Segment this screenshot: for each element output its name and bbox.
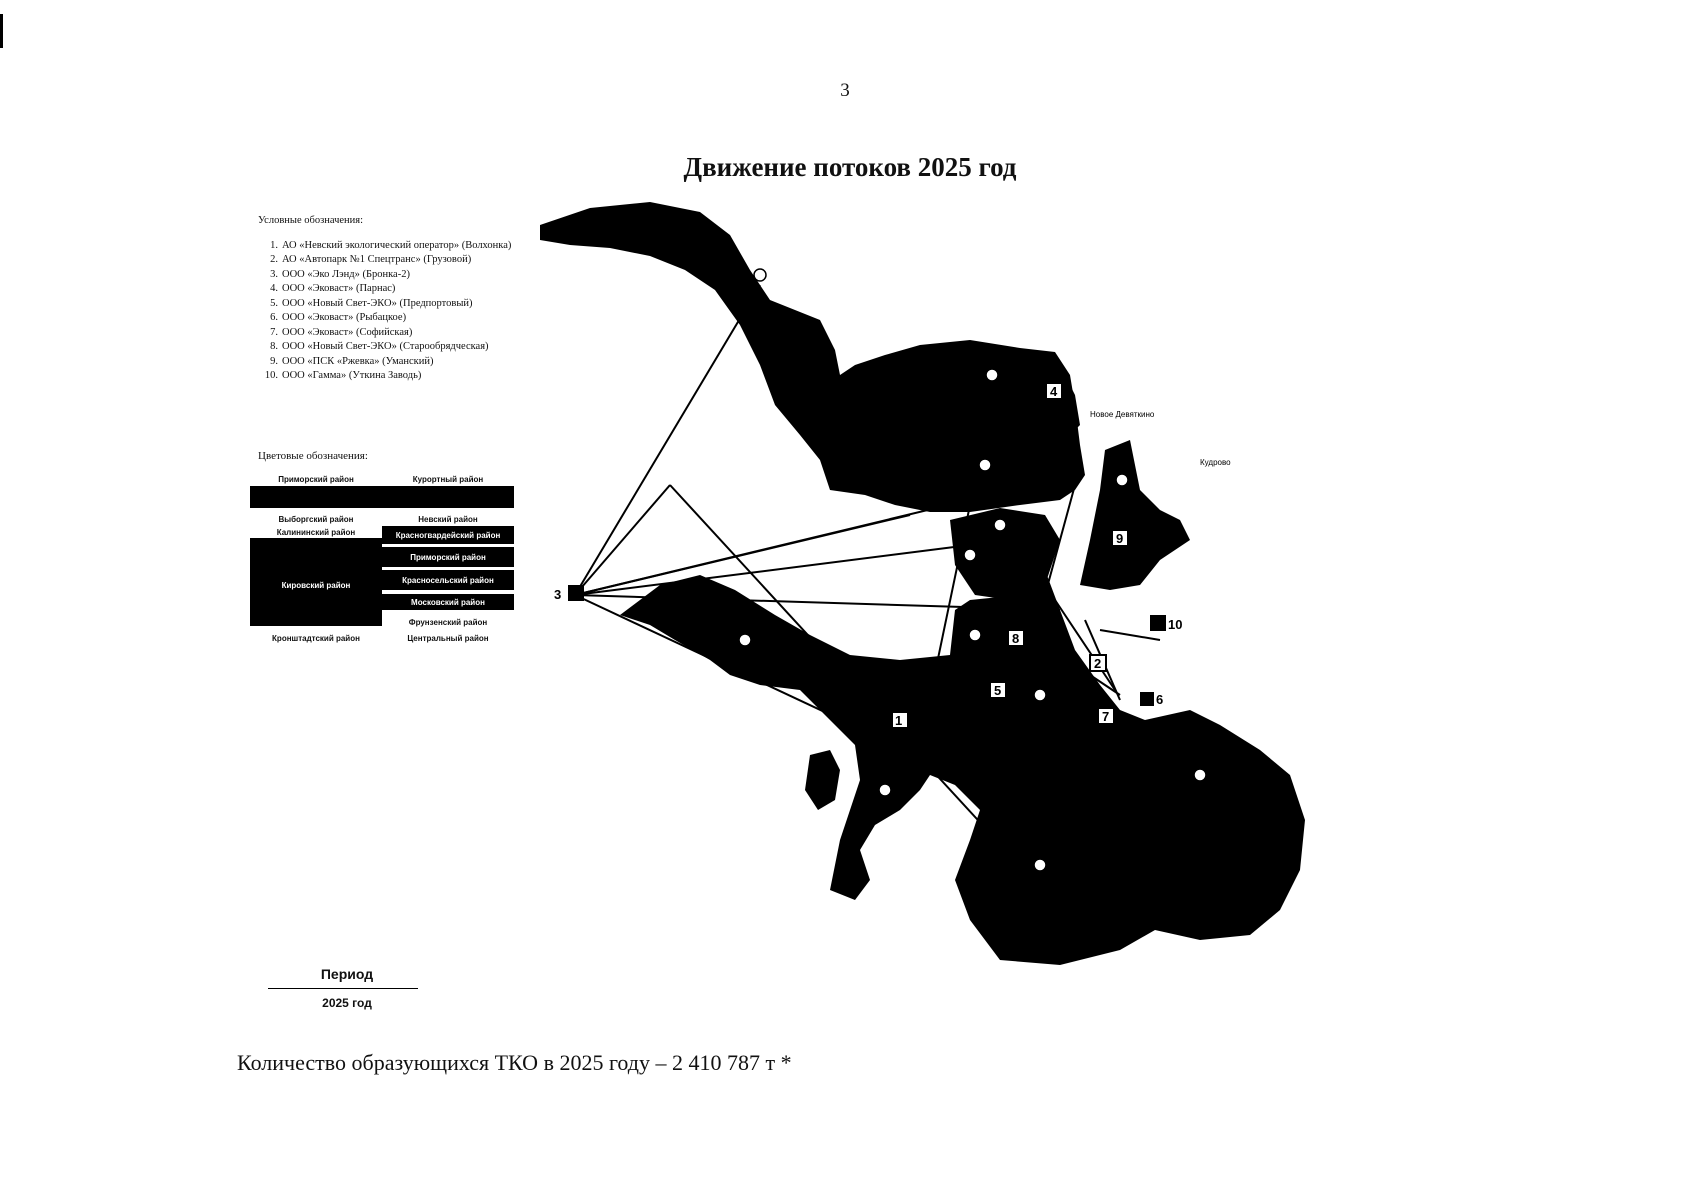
item-number: 3. [270,268,278,280]
item-text: АО «Невский экологический оператор» (Волхонка) [282,239,512,251]
list-item [258,326,538,341]
item-number: 2. [270,254,278,265]
list-item [258,282,538,297]
waste-facility-icon [1140,692,1154,706]
legend-cell-moskovsky: Московский район [382,594,514,610]
map-pin-icon [1034,859,1046,871]
item-text: ООО «ПСК «Ржевка» (Уманский) [282,355,434,367]
list-item [258,311,538,326]
flow-line [1100,630,1160,640]
flow-map [500,190,1425,1030]
waste-facility-icon [1150,615,1166,631]
facility-label: 8 [1012,631,1020,646]
facility-marker-8 [1008,630,1024,646]
facility-label: 4 [1050,384,1058,399]
item-number: 7. [270,326,278,338]
facility-marker-4 [1046,383,1062,399]
map-pin-icon [964,549,976,561]
list-item [258,253,538,268]
legend-cell-tsentralny: Центральный район [407,633,489,643]
facility-label: 7 [1102,709,1110,724]
list-item [258,268,538,283]
legend-cell-krasnogvardeisky: Красногвардейский район [382,526,514,544]
flow-line [575,545,970,595]
map-pin-icon [1034,689,1046,701]
map-pin-icon [879,784,891,796]
facility-legend [258,214,538,384]
legend-cell-krasnoselsky: Красносельский район [382,570,514,590]
facility-label: 5 [994,683,1002,698]
page-number: 3 [840,80,850,101]
facility-marker-10 [1150,615,1182,632]
facility-label: 3 [554,587,562,602]
facility-marker-6 [1140,692,1163,707]
flow-line [575,485,670,595]
facility-label: 9 [1116,531,1124,546]
map-pin-icon [986,369,998,381]
legend-heading: Условные обозначения: [258,215,364,226]
legend-cell-frunzensky: Фрунзенский район [408,617,488,627]
item-text: ООО «Эковаст» (Парнас) [282,283,396,294]
legend-cell-vyborgsky: Выборгский район [278,514,354,524]
place-label-kudrovo: Кудрово [1200,458,1231,467]
facility-list [258,239,538,384]
list-item [258,239,538,254]
facility-label: 2 [1094,656,1102,671]
flow-line [575,515,910,595]
scan-edge-mark [0,14,3,48]
map-pin-icon [754,269,766,281]
facility-marker-2 [1090,655,1106,671]
facility-marker-7 [1098,708,1114,724]
facility-marker-3 [554,585,584,602]
waste-facility-icon [568,585,584,601]
facility-marker-5 [990,682,1006,698]
place-label-novoe-devyatkino: Новое Девяткино [1090,410,1155,419]
district-krasnogvardeisky [1080,440,1190,590]
page-title: Движение потоков 2025 год [683,152,1017,182]
legend-cell-kirovsky: Кировский район [250,560,382,610]
waste-total-note: Количество образующихся ТКО в 2025 году – 2 410 787 т * [237,1050,792,1075]
item-number: 10. [264,370,278,381]
item-text: ООО «Гамма» (Уткина Заводь) [282,370,422,381]
legend-swatch-dark [250,486,514,508]
item-number: 4. [270,283,278,294]
facility-marker-9 [1112,530,1128,546]
list-item [258,369,538,384]
item-text: АО «Автопарк №1 Спецтранс» (Грузовой) [282,254,472,265]
map-pin-icon [1116,474,1128,486]
map-pin-icon [1194,769,1206,781]
legend-cell-kurortny: Курортный район [412,474,484,484]
legend-cell-primorsky: Приморский район [278,474,354,484]
color-legend-heading: Цветовые обозначения: [258,450,368,462]
district-primorsky-south [620,570,1305,965]
legend-swatch-dark [250,538,382,560]
district-shapes [540,202,1305,965]
item-text: ООО «Новый Свет-ЭКО» (Предпортовый) [282,297,473,309]
legend-cell-nevsky: Невский район [418,514,478,524]
item-text: ООО «Эковаст» (Рыбацкое) [282,312,407,323]
period-divider [268,988,418,989]
item-number: 5. [270,297,278,309]
period-value: 2025 год [322,996,372,1010]
facility-label: 6 [1156,692,1164,707]
legend-swatch-dark [250,610,382,626]
list-item [258,340,538,355]
item-text: ООО «Эковаст» (Софийская) [282,326,413,338]
facility-marker-1 [892,712,908,728]
item-text: ООО «Эко Лэнд» (Бронка-2) [282,268,410,280]
map-pin-icon [739,634,751,646]
legend-cell-kalininsky: Калининский район [276,527,356,537]
color-legend-table [250,472,514,662]
list-item [258,297,538,312]
flow-line [575,285,760,595]
period-label: Период [320,966,374,982]
map-pin-icon [969,629,981,641]
district-kronshtadtsky [805,750,840,810]
legend-cell-kronshtadtsky: Кронштадтский район [272,633,360,643]
legend-cell-primorsky-port: Приморский район [382,547,514,567]
item-number: 8. [270,341,278,352]
map-pin-icon [979,459,991,471]
facility-label: 10 [1168,617,1183,632]
facility-label: 1 [895,713,903,728]
list-item [258,355,538,370]
item-number: 1. [270,239,278,251]
map-pin-icon [994,519,1006,531]
item-text: ООО «Новый Свет-ЭКО» (Старообрядческая) [282,341,489,352]
item-number: 9. [270,355,278,367]
item-number: 6. [270,312,278,323]
